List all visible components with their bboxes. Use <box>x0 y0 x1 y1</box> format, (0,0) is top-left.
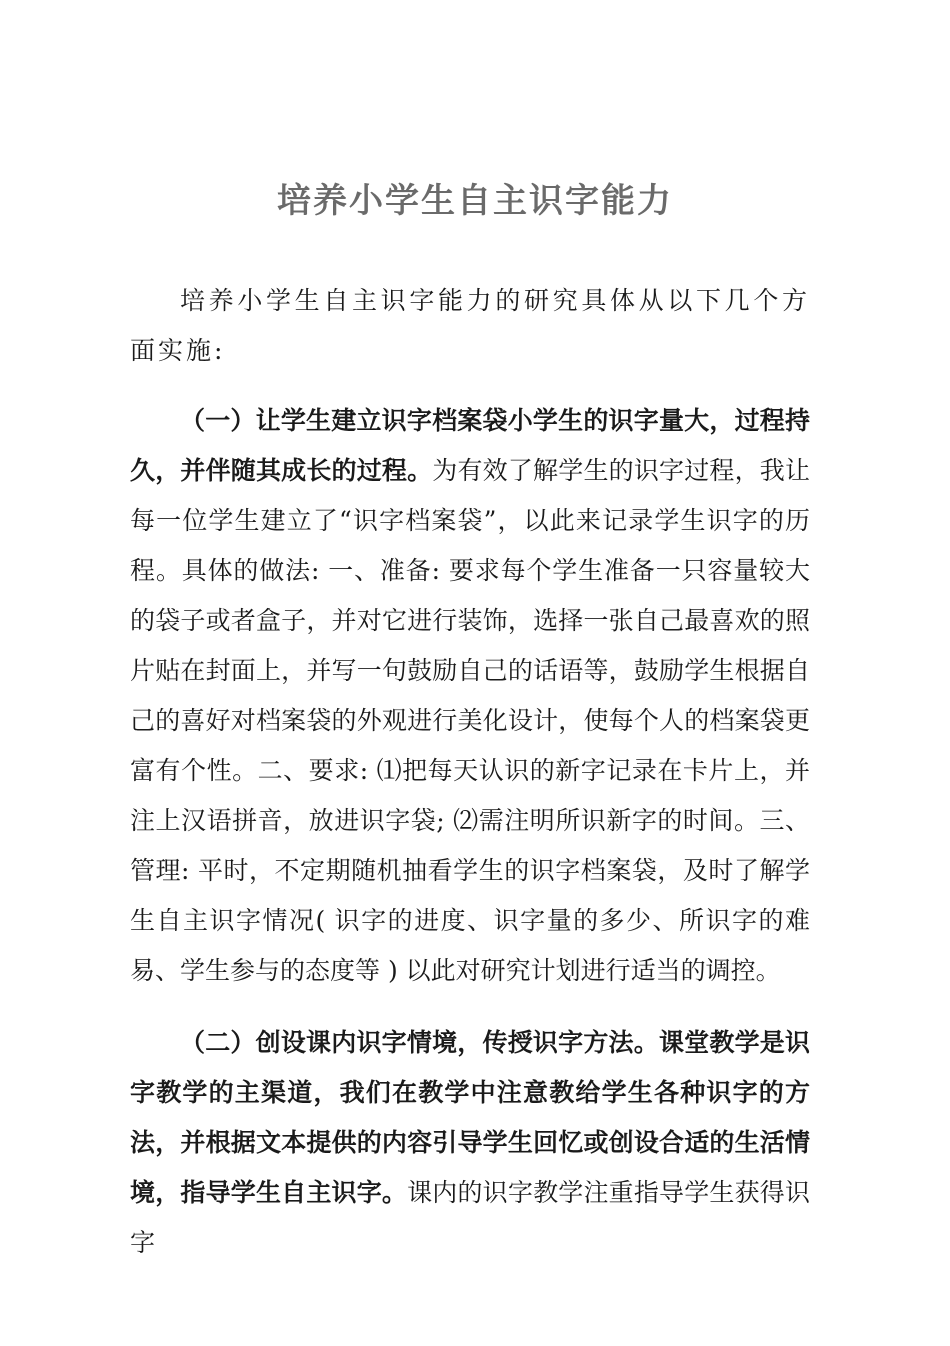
section-2-paragraph <box>130 1018 810 1268</box>
intro-text: 培养小学生自主识字能力的研究具体从以下几个方面实施: <box>130 286 810 365</box>
section-1-paragraph <box>130 396 810 996</box>
intro-paragraph <box>130 276 810 376</box>
section-1-body: 为有效了解学生的识字过程，我让每一位学生建立了“识字档案袋”，以此来记录学生识字的历程。具体的做法: 一、准备: 要求每个学生准备一只容量较大的袋子或者盒子，并对它进行装饰，选择一张自己最喜欢的照片贴在封面上，并写一句鼓励自己的话语等，鼓励学生根据自己的喜好对档案袋的外观进行美化设计，使每个人的档案袋更富有个性。二、要求: ⑴把每天认识的新字记录在卡片上，并注上汉语拼音，放进识字袋; ⑵需注明所识新字的时间。三、管理: 平时，不定期随机抽看学生的识字档案袋，及时了解学生自主识字情况( 识字的进度、识字量的多少、所识字的难易、学生参与的态度等 ) 以此对研究计划进行适当的调控。 <box>130 456 810 985</box>
section-2-heading: （二）创设课内识字情境，传授识字方法。课堂教学是识字教学的主渠道，我们在教学中注意教给学生各种识字的方法，并根据文本提供的内容引导学生回忆或创设合适的生活情境，指导学生自主识字。 <box>130 1028 810 1207</box>
document-title: 培养小学生自主识字能力 <box>277 181 673 221</box>
section-1-heading: （一）让学生建立识字档案袋小学生的识字量大，过程持久，并伴随其成长的过程。 <box>130 406 810 485</box>
section-2-body: 课内的识字教学注重指导学生获得识字 <box>130 1178 810 1257</box>
